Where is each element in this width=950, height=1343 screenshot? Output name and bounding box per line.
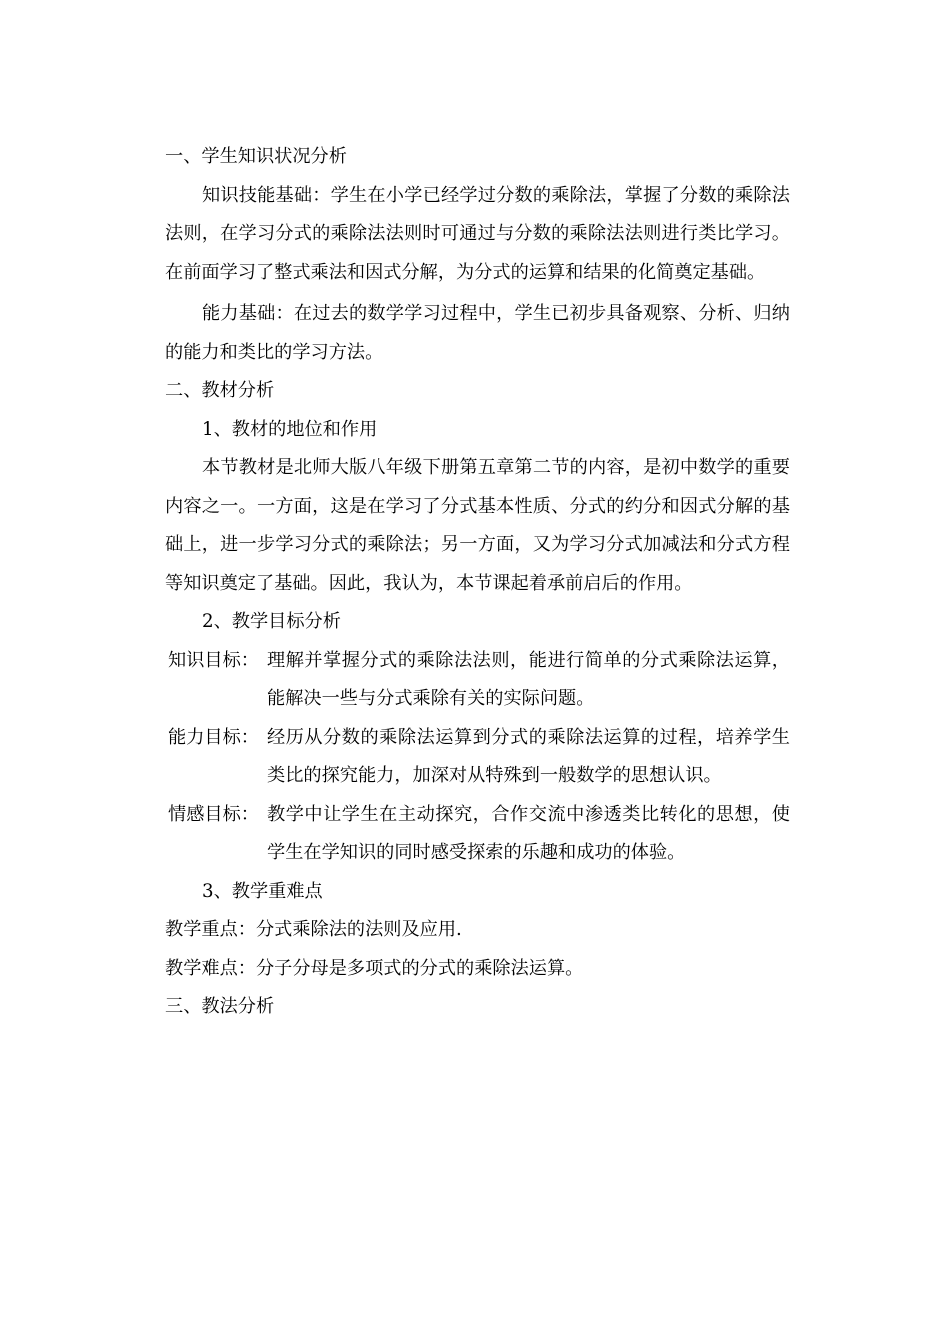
section-heading-student-analysis: 一、学生知识状况分析 <box>165 146 347 167</box>
goal-knowledge <box>168 642 790 719</box>
goal-ability <box>168 719 790 796</box>
document-body <box>165 138 790 1027</box>
paragraph-textbook-position: 本节教材是北师大版八年级下册第五章第二节的内容，是初中数学的重要内容之一。一方面，这是在学习了分式基本性质、分式的约分和因式分解的基础上，进一步学习分式的乘除法；另一方面，又为学习分式加减法和分式方程等知识奠定了基础。因此，我认为，本节课起着承前启后的作用。 <box>165 457 790 594</box>
paragraph-ability-basis: 能力基础：在过去的数学学习过程中，学生已初步具备观察、分析、归纳的能力和类比的学习方法。 <box>165 303 790 363</box>
goal-emotion <box>168 796 790 873</box>
sub-heading-teaching-goals: 2、教学目标分析 <box>202 611 341 632</box>
goal-ability-label: 能力目标： <box>168 726 259 748</box>
goal-emotion-label: 情感目标： <box>168 803 259 825</box>
goal-knowledge-text: 理解并掌握分式的乘除法法则，能进行简单的分式乘除法运算，能解决一些与分式乘除有关的实际问题。 <box>267 649 790 709</box>
teaching-key-point: 教学重点：分式乘除法的法则及应用. <box>165 919 462 940</box>
goal-ability-text: 经历从分数的乘除法运算到分式的乘除法运算的过程，培养学生类比的探究能力，加深对从特殊到一般数学的思想认识。 <box>267 726 790 786</box>
goal-knowledge-label: 知识目标： <box>168 649 259 671</box>
goal-emotion-text: 教学中让学生在主动探究，合作交流中渗透类比转化的思想，使学生在学知识的同时感受探索的乐趣和成功的体验。 <box>267 803 790 863</box>
teaching-difficult-point: 教学难点：分子分母是多项式的分式的乘除法运算。 <box>165 957 584 979</box>
sub-heading-textbook-position: 1、教材的地位和作用 <box>202 418 378 440</box>
section-heading-textbook-analysis: 二、教材分析 <box>165 380 275 401</box>
section-heading-teaching-method: 三、教法分析 <box>165 996 275 1017</box>
paragraph-knowledge-skill-basis: 知识技能基础：学生在小学已经学过分数的乘除法，掌握了分数的乘除法法则，在学习分式的乘除法法则时可通过与分数的乘除法法则进行类比学习。在前面学习了整式乘法和因式分解，为分式的运算和结果的化简奠定基础。 <box>165 184 790 283</box>
sub-heading-key-difficult-points: 3、教学重难点 <box>202 880 323 902</box>
